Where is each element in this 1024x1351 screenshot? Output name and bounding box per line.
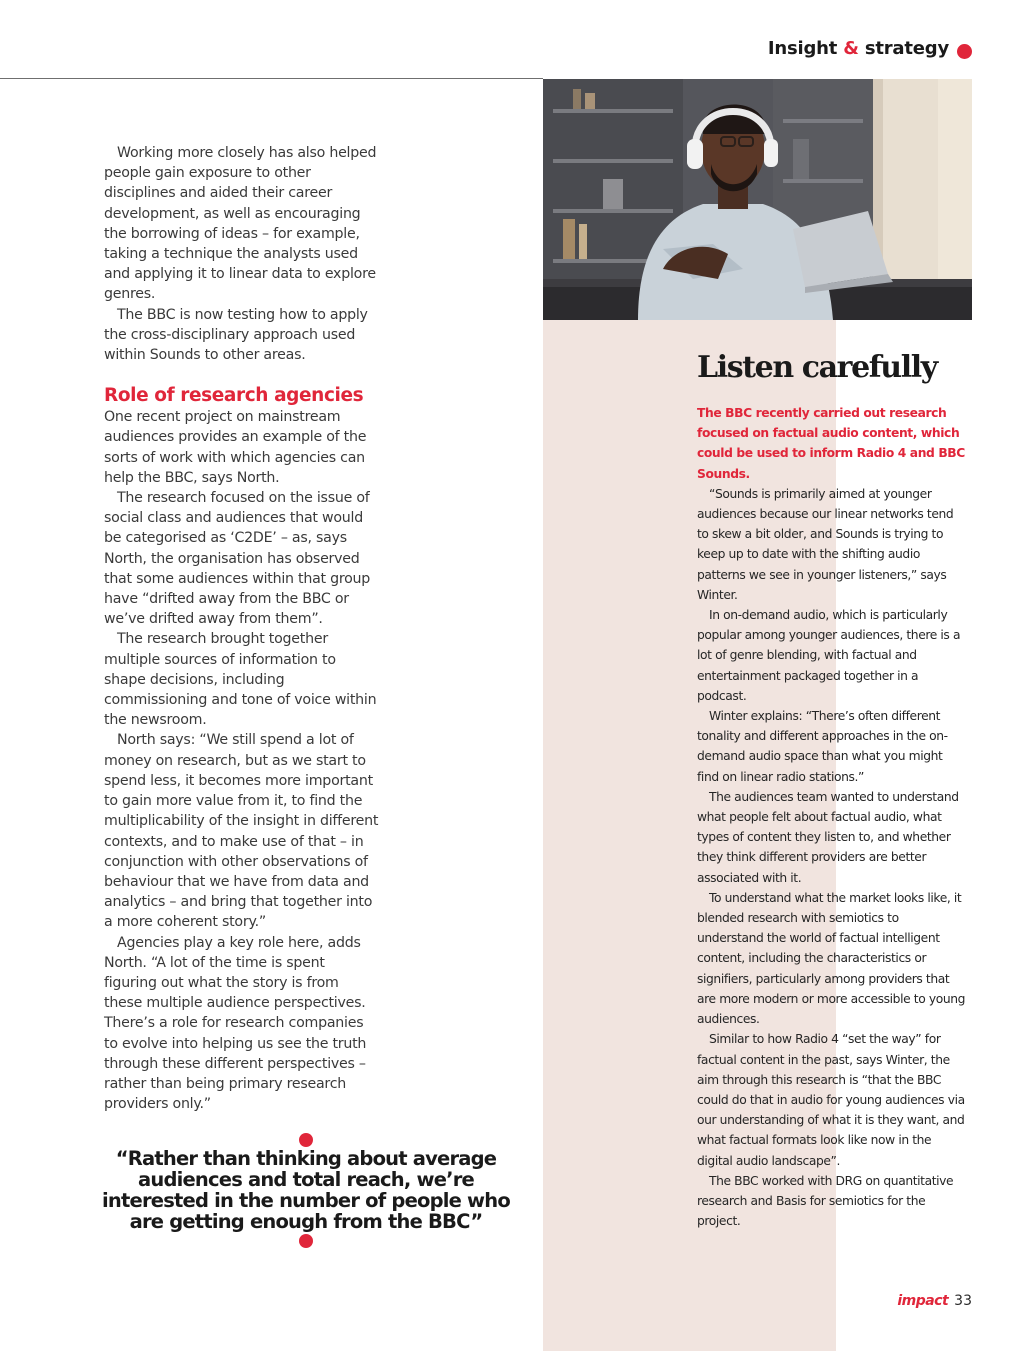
section-label-ampersand: & <box>843 38 859 59</box>
section-label-part1: Insight <box>767 38 838 59</box>
sidebar-paragraph: Similar to how Radio 4 “set the way” for factual content in the past, says Winter, the aim through this research is “that the BBC could do that in audio for young audiences via our understanding of what it is they want, and what factual formats look like now in the digital audio landscape”. <box>697 1032 965 1168</box>
body-paragraph: The research brought together multiple sources of information to shape decisions, including commissioning and tone of voice within the newsroom. <box>104 631 377 729</box>
sidebar-paragraph: “Sounds is primarily aimed at younger audiences because our linear networks tend to skew a bit older, and Sounds is trying to keep up to date with the shifting audio patterns we see in younger listeners,” says Winter. <box>697 486 954 602</box>
body-paragraph: The BBC is now testing how to apply the cross-disciplinary approach used within Sounds to other areas. <box>104 306 368 364</box>
section-label-part2: strategy <box>864 38 949 59</box>
quote-bottom-dot-icon <box>299 1234 313 1248</box>
magazine-logo: impact <box>897 1293 949 1309</box>
section-dot-icon <box>957 44 972 59</box>
body-paragraph: One recent project on mainstream audiences provides an example of the sorts of work with which agencies can help the BBC, says North. <box>104 409 367 486</box>
left-column-article <box>104 143 379 1114</box>
header-divider <box>0 78 543 79</box>
subheading-role-of-research-agencies: Role of research agencies <box>104 385 364 407</box>
photo-man-with-headphones-at-laptop <box>543 79 972 320</box>
quote-top-dot-icon <box>299 1133 313 1147</box>
pull-quote: “Rather than thinking about average audiences and total reach, we’re interested in the number of people who are getting enough from the BBC” <box>102 1147 510 1233</box>
sidebar-lede: The BBC recently carried out research focused on factual audio content, which could be used to inform Radio 4 and BBC Sounds. <box>697 406 965 481</box>
sidebar-box <box>697 345 967 1231</box>
sidebar-title: Listen carefully <box>697 350 937 385</box>
body-paragraph: The research focused on the issue of social class and audiences that would be categorised as ‘C2DE’ – as, says North, the organisation has observed that some audiences within that group have “drifted away from the BBC or we’ve drifted away from them”. <box>104 490 371 628</box>
sidebar-paragraph: The BBC worked with DRG on quantitative research and Basis for semiotics for the project. <box>697 1173 954 1229</box>
sidebar-paragraph: The audiences team wanted to understand what people felt about factual audio, what types of content they listen to, and whether they think different providers are better associated with it. <box>697 789 959 885</box>
page-number: 33 <box>954 1293 972 1309</box>
sidebar-paragraph: Winter explains: “There’s often different tonality and different approaches in the on-demand audio space than what you might find on linear radio stations.” <box>697 709 948 784</box>
body-paragraph: Working more closely has also helped people gain exposure to other disciplines and aided their career development, as well as encouraging the borrowing of ideas – for example, taking a technique the analysts used and applying it to linear data to explore genres. <box>104 145 377 303</box>
section-label <box>768 38 949 59</box>
sidebar-paragraph: To understand what the market looks like, it blended research with semiotics to understand the world of factual intelligent content, including the characteristics or signifiers, particularly among providers that are more modern or more accessible to young audiences. <box>697 890 966 1027</box>
page-footer <box>897 1293 972 1309</box>
sidebar-paragraph: In on-demand audio, which is particularly popular among younger audiences, there is a lot of genre blending, with factual and entertainment packaged together in a podcast. <box>697 608 961 703</box>
body-paragraph: Agencies play a key role here, adds North. “A lot of the time is spent figuring out what the story is from these multiple audience perspectives. There’s a role for research companies to evolve into helping us see the truth through these different perspectives – rather than being primary research providers only.” <box>104 934 367 1113</box>
body-paragraph: North says: “We still spend a lot of money on research, but as we start to spend less, it becomes more important to gain more value from it, to find the multiplicability of the insight in different contexts, and to make use of that – in conjunction with other observations of behaviour that we have from data and analytics – and bring that together into a more coherent story.” <box>104 732 379 931</box>
